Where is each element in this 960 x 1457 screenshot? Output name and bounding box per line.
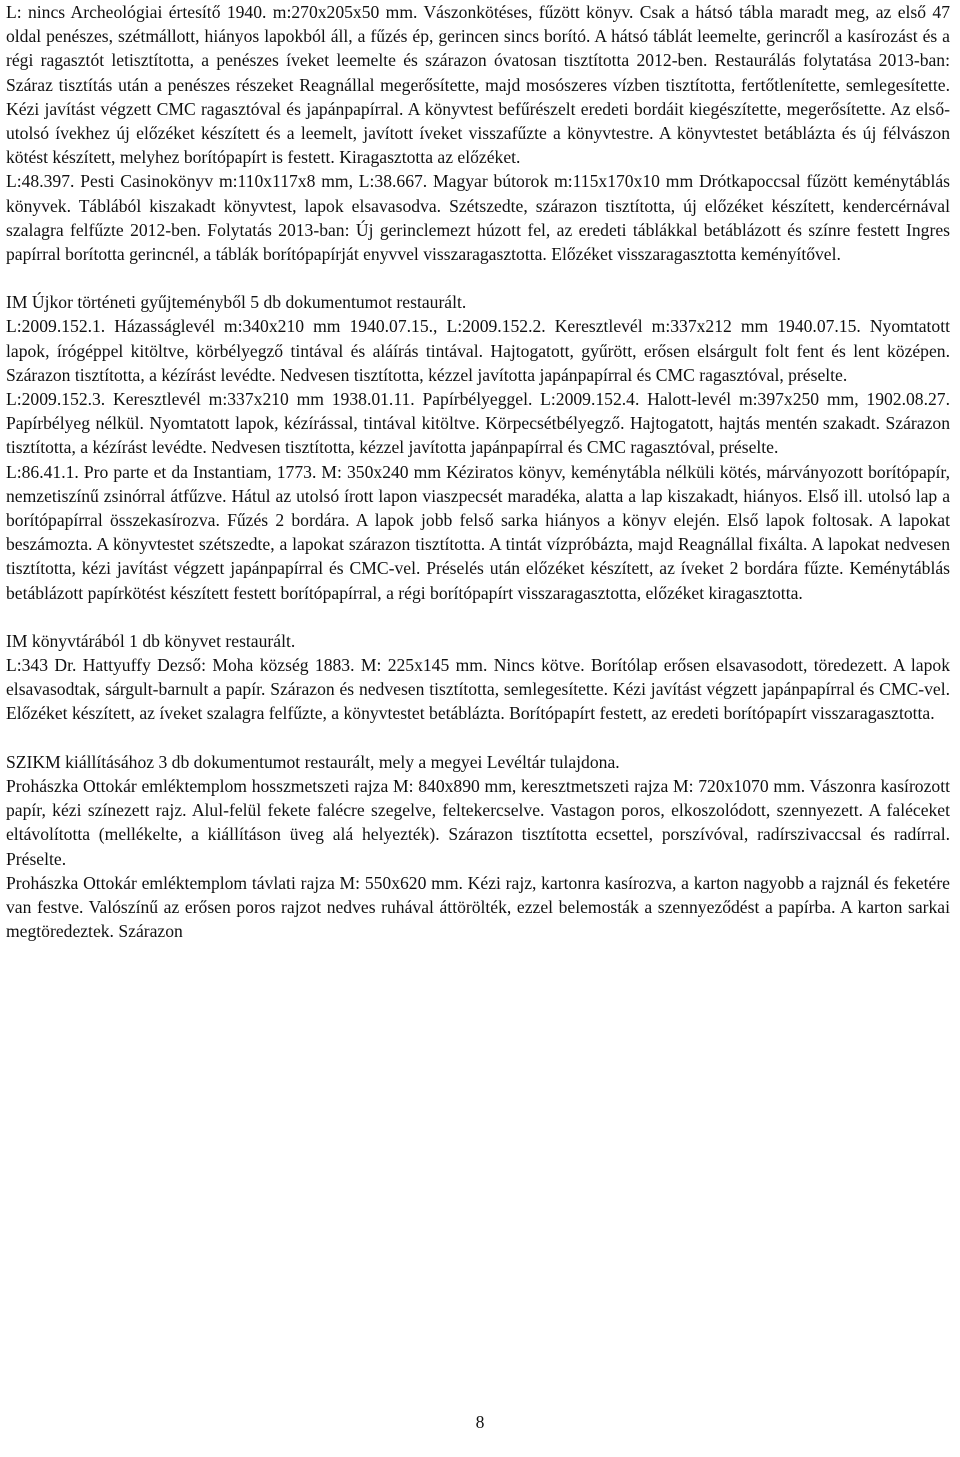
paragraph-casinokonyv: L:48.397. Pesti Casinokönyv m:110x117x8 mm, L:38.667. Magyar bútorok m:115x170x10 mm Drótkapoccsal fűzött keménytáblás könyvek. Táblából kiszakadt könyvtest, lapok elsavasodva. Szétszedte, szárazon tisztította, új előzéket készített, kendercérnával szalagra felfűzte 2012-ben. Folytatás 2013-ban: Új gerinclemezt húzott fel, az eredeti táblákkal betáblázott és színre festett Ingres papírral borította gerincnél, a táblák borítópapírját enyvvel visszaragasztotta. Előzéket visszaragasztotta keményítővel. xyxy=(6,171,950,265)
paragraph-prohaszka-hosszmetszet: Prohászka Ottokár emléktemplom hosszmetszeti rajza M: 840x890 mm, keresztmetszeti rajza M: 720x1070 mm. Vászonra kasírozott papír, kézi színezett rajz. Alul-felül fekete falécre szegelve, feltekercselve. Vastagon poros, elkoszolódott, szennyezett. A faléceket eltávolította (mellékelte, a kiállításon üveg alá helyezték). Szárazon tisztította ecsettel, porszívóval, radírszivaccsal és radírral. Préselte. xyxy=(6,775,950,869)
paragraph-im-konyvtar-heading: IM könyvtárából 1 db könyvet restaurált. xyxy=(6,630,296,651)
paragraph-gap xyxy=(6,266,950,290)
paragraph-gap xyxy=(6,605,950,629)
paragraph-hazassaglevel: L:2009.152.1. Házasságlevél m:340x210 mm 1940.07.15., L:2009.152.2. Keresztlevél m:337x212 mm 1940.07.15. Nyomtatott lapok, írógéppel kitöltve, körbélyegző tintával és aláírás tintával. Hajtogatott, gyűrött, erősen elsárgult folt fent és lent középen. Szárazon tisztította, a kézírást levédte. Nedvesen tisztította, kézzel javította japánpapírral és CMC ragasztóval, préselte. xyxy=(6,316,950,385)
paragraph-moha-kozseg: L:343 Dr. Hattyuffy Dezső: Moha község 1883. M: 225x145 mm. Nincs kötve. Borítólap erősen elsavasodott, töredezett. A lapok elsavasodtak, sárgult-barnult a papír. Szárazon és nedvesen tisztította, semlegesítette. Kézi javítást végzett japánpapírral és CMC-vel. Előzéket készített, az íveket szalagra felfűzte, a könyvtestet betáblázta. Borítópapírt festett, az eredeti borítópapírt visszaragasztotta. xyxy=(6,655,950,724)
page-number: 8 xyxy=(475,1412,485,1432)
paragraph-gap xyxy=(6,726,950,750)
paragraph-im-ujkor-heading: IM Újkor történeti gyűjteményből 5 db dokumentumot restaurált. xyxy=(6,292,467,313)
paragraph-prohaszka-tavlati: Prohászka Ottokár emléktemplom távlati rajza M: 550x620 mm. Kézi rajz, kartonra kasírozva, a karton nagyobb a rajznál és feketére van festve. Valószínű az erősen poros rajzot nedves ruhával áttörölték, ezzel belemosták a szennyeződést a papírba. A karton sarkai megtöredeztek. Szárazon xyxy=(6,872,950,942)
paragraph-archeologiai-ertesito: L: nincs Archeológiai értesítő 1940. m:270x205x50 mm. Vászonkötéses, fűzött könyv. Csak a hátsó tábla maradt meg, az első 47 oldal penészes, szétmállott, hiányos lapokból áll, a fűzés ép, gerincen sincs borító. A hátsó táblát leemelte, gerincről a kasírozást és a régi ragasztót letisztította, a penészes íveket leemelte és szárazon óvatosan tisztította 2012-ben. Restaurálás folytatása 2013-ban: Száraz tisztítás után a penészes részeket Reagnállal megerősítette, majd mosószeres vízben tisztította, fertőtlenítette, semlegesítette. Kézi javítást végzett CMC ragasztóval és japánpapírral. A könyvtest befűrészelt eredeti bordáit kiegészítette, megerősítette. Az első-utolsó ívekhez új előzéket készített és a leemelt, javított íveket visszafűzte a könyvtestre. A könyvtestet betáblázta és új félvászon kötést készített, melyhez borítópapírt is festett. Kiragasztotta az előzéket. xyxy=(6,2,950,168)
paragraph-pro-parte: L:86.41.1. Pro parte et da Instantiam, 1773. M: 350x240 mm Kéziratos könyv, keménytábla nélküli kötés, márványozott borítópapír, nemzetiszínű zsinórral átfűzve. Hátul az utolsó írott lapon viaszpecsét maradéka, alatta a lap kiszakadt, hiányos. Első ill. utolsó lap a borítópapírral összekasírozva. Fűzés 2 bordára. A lapok jobb felső sarka hiányos a könyv elején. Első lapok foltosak. A lapokat beszámozta. A könyvtestet szétszedte, a lapokat szárazon tisztította. A tintát vízpróbázta, majd Reagnállal fixálta. A lapokat nedvesen tisztította, kézi javítást végzett japánpapírral és CMC-vel. Préselés után előzéket készített, az íveket 2 bordára fűzte. Keménytáblás betáblázott papírkötést készített festett borítópapírral, a régi borítópapírt visszaragasztotta, előzéket kiragasztotta. xyxy=(6,461,950,603)
paragraph-keresztlevel-halottlevel: L:2009.152.3. Keresztlevél m:337x210 mm 1938.01.11. Papírbélyeggel. L:2009.152.4. Halott-levél m:397x250 mm, 1902.08.27. Papírbélyeg nélkül. Nyomtatott lapok, kézírással, tintával kitöltve. Körpecsétbélyegző. Hajtogatott, hajtás mentén szakadt. Szárazon tisztította, a kézírást levédte. Nedvesen tisztította, kézzel javította japánpapírral és CMC ragasztóval, préselte. xyxy=(6,389,950,458)
paragraph-szikm-heading: SZIKM kiállításához 3 db dokumentumot restaurált, mely a megyei Levéltár tulajdona. xyxy=(6,751,620,772)
